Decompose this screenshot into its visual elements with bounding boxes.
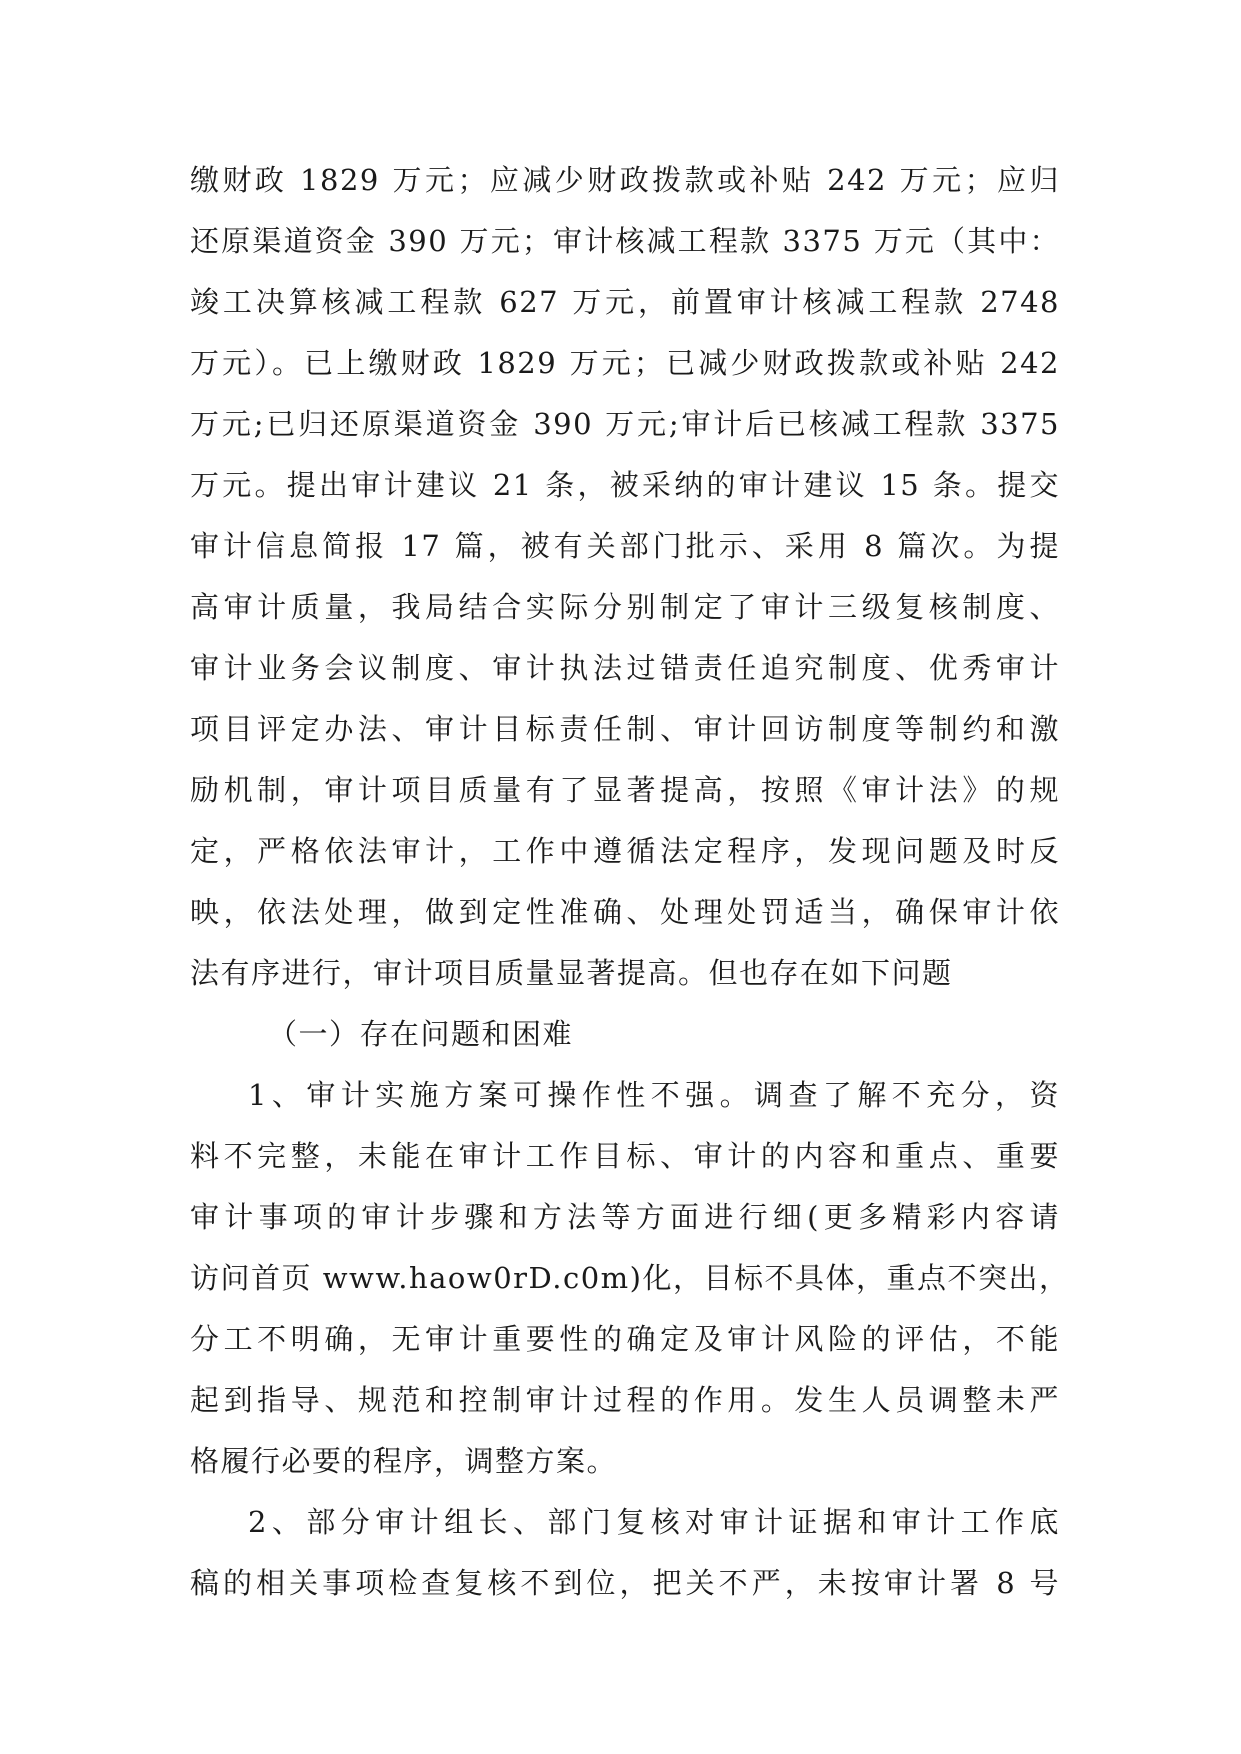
text-line: 审计信息简报 17 篇，被有关部门批示、采用 8 篇次。为提 (190, 529, 1060, 563)
text-line: 高审计质量，我局结合实际分别制定了审计三级复核制度、 (190, 590, 1060, 624)
text-line: 1、审计实施方案可操作性不强。调查了解不充分，资 (248, 1078, 1060, 1112)
text-line: 竣工决算核减工程款 627 万元，前置审计核减工程款 2748 (190, 285, 1060, 319)
text-line: 万元）。已上缴财政 1829 万元；已减少财政拨款或补贴 242 (190, 346, 1060, 380)
text-line: 励机制，审计项目质量有了显著提高，按照《审计法》的规 (190, 773, 1060, 807)
text-line: 访问首页 www.haow0rD.c0m)化，目标不具体，重点不突出， (190, 1261, 1070, 1295)
text-line: 分工不明确，无审计重要性的确定及审计风险的评估，不能 (190, 1322, 1060, 1356)
text-line: 定，严格依法审计，工作中遵循法定程序，发现问题及时反 (190, 834, 1060, 868)
text-line: 缴财政 1829 万元；应减少财政拨款或补贴 242 万元；应归 (190, 163, 1060, 197)
text-line: 2、部分审计组长、部门复核对审计证据和审计工作底 (248, 1505, 1060, 1539)
text-line: 料不完整，未能在审计工作目标、审计的内容和重点、重要 (190, 1139, 1060, 1173)
paragraph-2 (190, 1065, 1070, 1492)
text-line: 法有序进行，审计项目质量显著提高。但也存在如下问题 (190, 956, 953, 990)
text-line: 万元。提出审计建议 21 条，被采纳的审计建议 15 条。提交 (190, 468, 1060, 502)
text-line: 项目评定办法、审计目标责任制、审计回访制度等制约和激 (190, 712, 1060, 746)
text-line: 审计业务会议制度、审计执法过错责任追究制度、优秀审计 (190, 651, 1060, 685)
text-line: 审计事项的审计步骤和方法等方面进行细(更多精彩内容请 (190, 1200, 1060, 1234)
text-line: 映，依法处理，做到定性准确、处理处罚适当，确保审计依 (190, 895, 1060, 929)
document-body (190, 150, 1070, 1614)
text-line: 还原渠道资金 390 万元；审计核减工程款 3375 万元（其中： (190, 224, 1060, 258)
text-line: 格履行必要的程序，调整方案。 (190, 1444, 618, 1478)
text-line: 稿的相关事项检查复核不到位，把关不严，未按审计署 8 号 (190, 1566, 1060, 1600)
text-line: 万元;已归还原渠道资金 390 万元;审计后已核减工程款 3375 (190, 407, 1060, 441)
section-heading: （一）存在问题和困难 (268, 1017, 574, 1051)
text-line: 起到指导、规范和控制审计过程的作用。发生人员调整未严 (190, 1383, 1060, 1417)
paragraph-1 (190, 150, 1060, 1004)
paragraph-3 (190, 1492, 1060, 1614)
